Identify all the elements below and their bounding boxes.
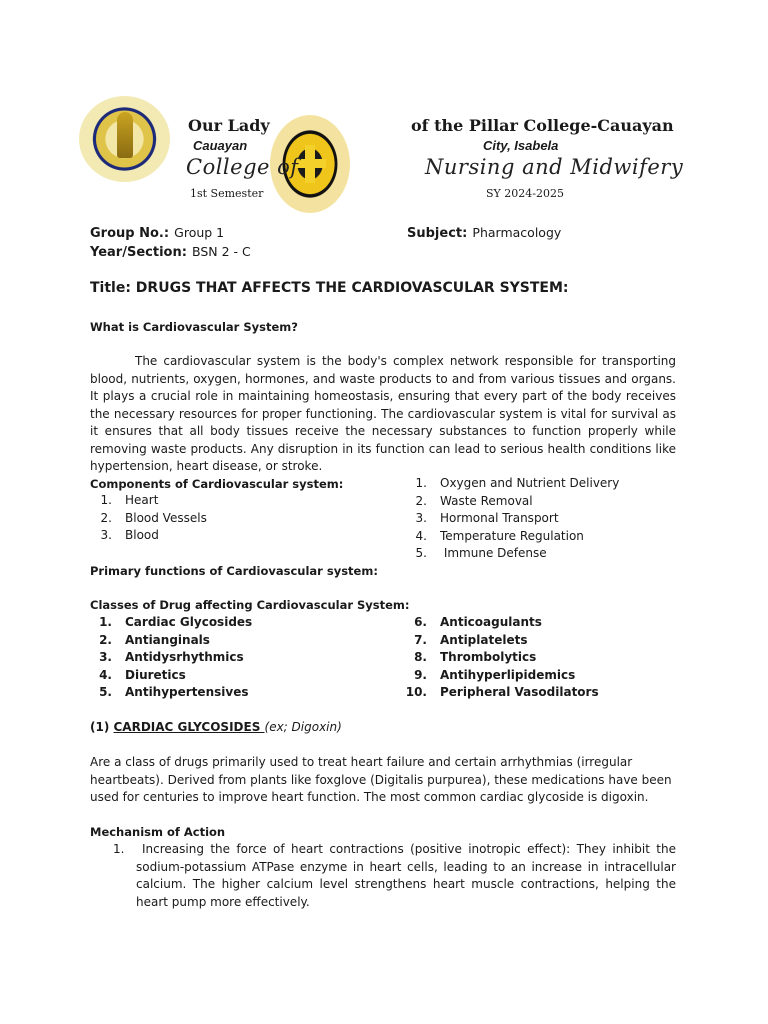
list-item: 3. Blood xyxy=(100,528,159,542)
intro-paragraph: The cardiovascular system is the body's complex network responsible for transporting blood, nutrients, oxygen, hormones, and waste products to and from various tissues and organs. It plays a crucial role in maintaining homeostasis, ensuring that every part of the body receives the necessary resources for proper functioning. The cardiovascular system is vital for survival as it ensures that all body tissues receive the necessary substances to function properly while removing waste products. Any disruption in its function can lead to serious health conditions like hypertension, heart disease, or stroke. xyxy=(90,354,676,473)
header-line2-right: City, Isabela xyxy=(483,138,559,153)
list-item: 3. Hormonal Transport xyxy=(415,511,559,525)
classes-list-left xyxy=(90,614,252,702)
section1-prefix: (1) xyxy=(90,720,114,734)
header-line3-right: Nursing and Midwifery xyxy=(425,155,684,179)
school-seal-logo xyxy=(79,96,170,182)
header-line1-right: of the Pillar College-Cauayan xyxy=(411,116,674,135)
section1-example: (ex; Digoxin) xyxy=(264,720,342,734)
group-value: Group 1 xyxy=(174,225,225,240)
subject-value: Pharmacology xyxy=(472,225,562,240)
list-item: 2. Antianginals xyxy=(99,632,210,647)
group-info xyxy=(90,222,224,241)
subject-label: Subject: xyxy=(407,226,468,241)
list-item: 1. Cardiac Glycosides xyxy=(99,615,253,629)
list-item: 7. Antiplatelets xyxy=(414,632,528,647)
what-heading: What is Cardiovascular System? xyxy=(90,320,298,334)
list-item: 10. Peripheral Vasodilators xyxy=(405,685,599,699)
list-item: 4. Diuretics xyxy=(99,667,186,682)
list-item: 9. Antihyperlipidemics xyxy=(414,667,576,682)
classes-list-right xyxy=(405,614,599,702)
moa-number: 1. xyxy=(113,842,125,856)
list-item: 5. Antihypertensives xyxy=(99,685,249,699)
components-list xyxy=(90,492,207,545)
school-year-label: SY 2024-2025 xyxy=(486,187,564,200)
moa-text: Increasing the force of heart contractions (positive inotropic effect): They inhibit the sodium-potassium ATPase enzyme in heart cells, leading to an increase in intracellular calcium. The higher calcium level strengthens heart muscle contractions, helping the heart pump more effectively. xyxy=(136,842,676,909)
semester-label: 1st Semester xyxy=(190,187,264,200)
header-line2-left: Cauayan xyxy=(193,138,248,153)
functions-list xyxy=(405,475,619,563)
list-item: 8. Thrombolytics xyxy=(414,650,537,664)
subject-info xyxy=(407,222,561,241)
classes-heading: Classes of Drug affecting Cardiovascular System: xyxy=(90,598,410,612)
moa-heading: Mechanism of Action xyxy=(90,825,226,839)
list-item: 3. Antidysrhythmics xyxy=(99,650,244,664)
list-item: 6. Anticoagulants xyxy=(414,615,542,629)
header-line3-left: College of xyxy=(186,155,299,179)
year-section-label: Year/Section: xyxy=(90,245,187,260)
section1-paragraph: Are a class of drugs primarily used to treat heart failure and certain arrhythmias (irregular heartbeats). Derived from plants like foxglove (Digitalis purpurea), these medications have been used for centuries to improve heart function. The most common cardiac glycoside is digoxin. xyxy=(90,755,672,804)
list-item: 1. Oxygen and Nutrient Delivery xyxy=(415,476,620,490)
list-item: 2. Waste Removal xyxy=(415,493,533,508)
section1-heading xyxy=(90,720,342,734)
components-heading: Components of Cardiovascular system: xyxy=(90,477,344,491)
section1-name: CARDIAC GLYCOSIDES xyxy=(113,720,265,734)
madonna-figure xyxy=(117,112,133,158)
list-item: 5. Immune Defense xyxy=(415,546,547,560)
list-item: 4. Temperature Regulation xyxy=(415,528,584,543)
group-label: Group No.: xyxy=(90,226,170,241)
list-item: 1. Heart xyxy=(100,493,159,507)
functions-heading: Primary functions of Cardiovascular system: xyxy=(90,564,378,578)
list-item: 2. Blood Vessels xyxy=(100,510,207,525)
year-section-info xyxy=(90,241,251,260)
header-line1-left: Our Lady xyxy=(188,116,270,135)
year-section-value: BSN 2 - C xyxy=(192,244,251,259)
document-title: Title: DRUGS THAT AFFECTS THE CARDIOVASCULAR SYSTEM: xyxy=(90,280,569,296)
